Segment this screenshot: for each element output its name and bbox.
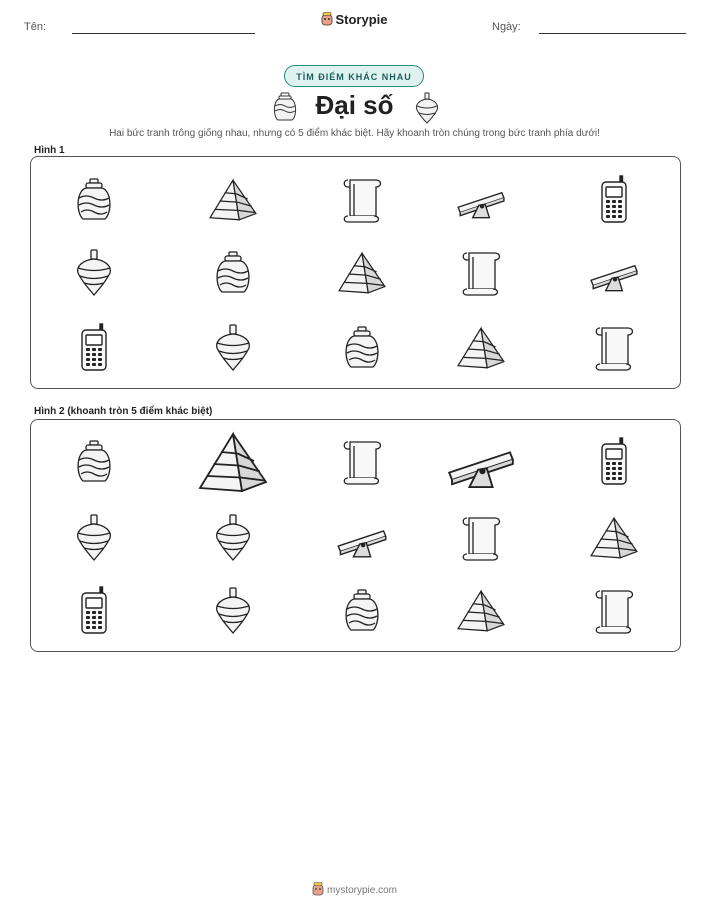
picture2-label: Hình 2 (khoanh tròn 5 điểm khác biệt)	[34, 406, 213, 417]
picture1-phone-icon	[594, 176, 634, 224]
picture2-scroll-icon[interactable]	[594, 587, 634, 635]
footer-url: mystorypie.com	[326, 885, 397, 896]
picture1-pyramid-icon	[337, 251, 387, 295]
picture1-scroll-icon	[342, 176, 382, 224]
picture1-scroll-icon	[594, 324, 634, 372]
picture1-pyramid-icon	[208, 178, 258, 222]
picture2-seesaw-icon[interactable]	[446, 435, 516, 490]
instructions: Hai bức tranh trông giống nhau, nhưng có 5 điểm khác biệt. Hãy khoanh tròn chúng trong bức tranh phía dưới!	[109, 128, 600, 139]
storypie-mascot-icon	[321, 12, 333, 26]
picture2-pyramid-icon[interactable]	[589, 516, 639, 560]
picture2-pyramid-icon[interactable]	[197, 431, 269, 494]
storypie-mascot-icon	[312, 882, 324, 896]
page-title: Đại số	[315, 90, 394, 120]
title-top-icon	[414, 92, 440, 124]
picture1-top-icon	[213, 324, 253, 372]
picture1-seesaw-icon	[456, 180, 506, 220]
date-field[interactable]	[539, 33, 686, 34]
brand-name: Storypie	[335, 12, 388, 27]
picture2-top-icon[interactable]	[213, 514, 253, 562]
picture1-jar-icon	[74, 177, 114, 223]
name-field[interactable]	[72, 33, 255, 34]
picture1-scroll-icon	[461, 249, 501, 297]
footer	[0, 882, 709, 896]
picture2-top-icon[interactable]	[74, 514, 114, 562]
activity-badge: TÌM ĐIỂM KHÁC NHAU	[284, 65, 424, 87]
picture1-pyramid-icon	[456, 326, 506, 370]
brand-logo	[0, 12, 709, 27]
picture1-seesaw-icon	[589, 253, 639, 293]
picture1-phone-icon	[74, 324, 114, 372]
picture1-jar-icon	[213, 250, 253, 296]
name-label: Tên:	[24, 21, 47, 33]
picture2-scroll-icon[interactable]	[342, 438, 382, 486]
picture2-pyramid-icon[interactable]	[456, 589, 506, 633]
picture2-jar-icon[interactable]	[74, 439, 114, 485]
picture2-phone-icon[interactable]	[74, 587, 114, 635]
picture2-seesaw-icon[interactable]	[336, 518, 388, 559]
picture1-label: Hình 1	[34, 145, 65, 156]
picture1-jar-icon	[342, 325, 382, 371]
picture2-top-icon[interactable]	[213, 587, 253, 635]
picture1-top-icon	[74, 249, 114, 297]
date-label: Ngày:	[492, 21, 521, 33]
picture2-scroll-icon[interactable]	[461, 514, 501, 562]
picture2-phone-icon[interactable]	[594, 438, 634, 486]
picture2-jar-icon[interactable]	[342, 588, 382, 634]
